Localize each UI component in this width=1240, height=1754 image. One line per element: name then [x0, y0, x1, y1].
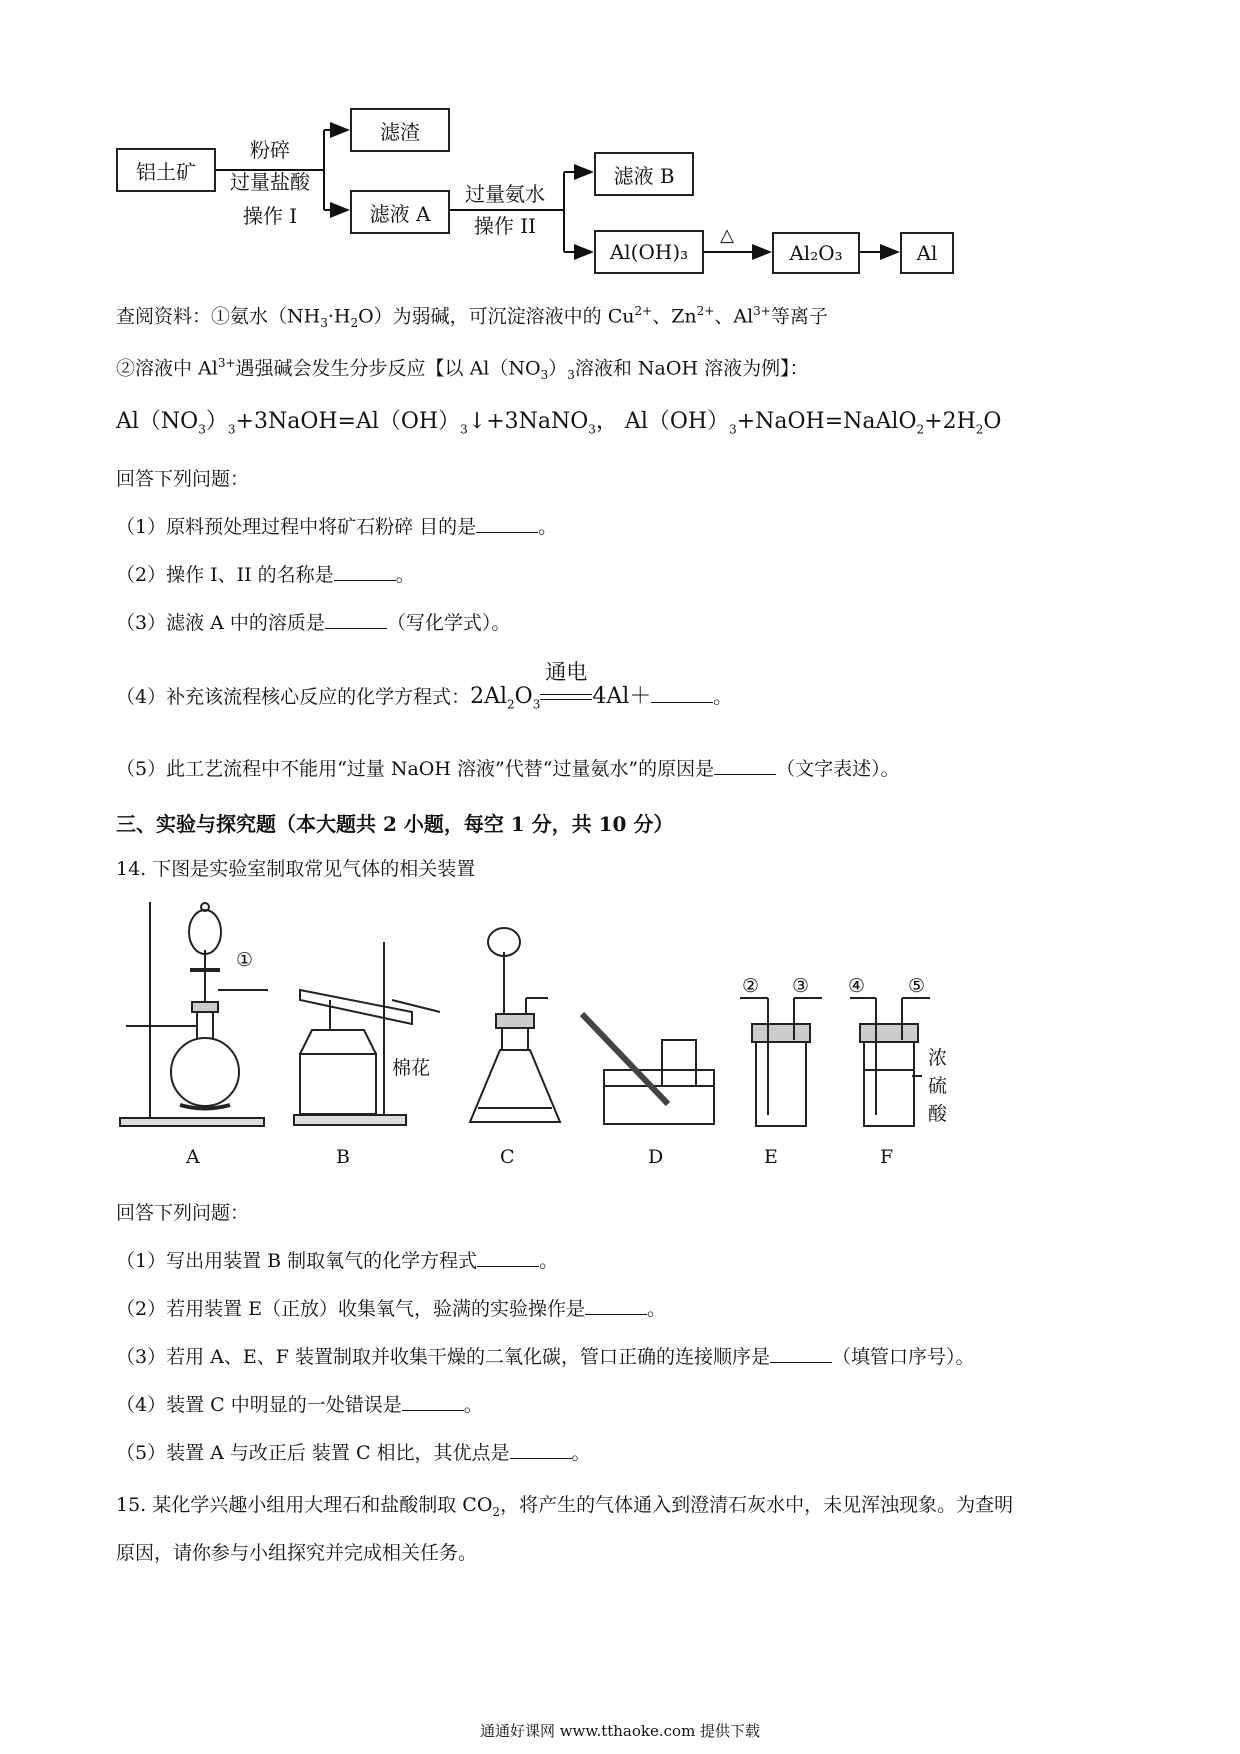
lab-apparatus-figure — [0, 890, 1240, 1140]
q13-question-3: （3）滤液 A 中的溶质是 （写化学式）。 — [116, 612, 511, 634]
answer-blank[interactable] — [770, 1344, 832, 1363]
q13-question-1: （1）原料预处理过程中将矿石粉碎 目的是 。 — [116, 516, 558, 538]
q15-line-2: 原因，请你参与小组探究并完成相关任务。 — [116, 1542, 478, 1564]
port-label-1: ① — [236, 949, 254, 971]
port-label-4: ④ — [848, 975, 866, 997]
answer-blank[interactable] — [476, 514, 538, 533]
q14-intro: 回答下列问题： — [116, 1202, 250, 1224]
electrolysis-condition: 通电 — [540, 685, 592, 711]
flow-box-residue: 滤渣 — [350, 108, 450, 152]
info-line-1: 查阅资料：①氨水$(NH_3\cdot H_2O)$为弱碱，可沉淀溶液中的 $Cu^{2+}$、$Zn^{2+}$、$Al^{3+}$等离子 — [116, 304, 828, 331]
apparatus-label-a: A — [186, 1146, 200, 1168]
flow-box-al2o3: Al₂O₃ — [772, 232, 860, 274]
q14-question-4: （4）装置 C 中明显的一处错误是 。 — [116, 1394, 483, 1416]
port-label-5: ⑤ — [908, 975, 926, 997]
flow-box-filtrate-b: 滤液 B — [594, 152, 694, 196]
flow-box-aloh3: Al(OH)₃ — [594, 230, 704, 274]
section-3-heading: 三、实验与探究题（本大题共 2 小题，每空 1 分，共 10 分） — [116, 812, 674, 836]
acid-label-2: 硫 — [928, 1075, 948, 1097]
flow-label-crush: 粉碎 — [250, 138, 290, 162]
port-label-2: ② — [742, 975, 760, 997]
apparatus-label-e: E — [764, 1146, 778, 1168]
acid-label-1: 浓 — [928, 1047, 948, 1069]
answer-blank[interactable] — [585, 1296, 647, 1315]
q14-question-5: （5）装置 A 与改正后 装置 C 相比，其优点是 。 — [116, 1442, 591, 1464]
q14-question-1: （1）写出用装置 B 制取氧气的化学方程式 。 — [116, 1250, 559, 1272]
answer-blank[interactable] — [325, 610, 387, 629]
flow-label-heat: △ — [720, 225, 734, 246]
q14-question-3: （3）若用 A、E、F 装置制取并收集干燥的二氧化碳，管口正确的连接顺序是 （填管口序号）。 — [116, 1346, 975, 1368]
flow-label-ammonia: 过量氨水 — [465, 182, 545, 206]
flow-label-hcl: 过量盐酸 — [230, 170, 310, 194]
apparatus-label-b: B — [336, 1146, 350, 1168]
cotton-label: 棉花 — [392, 1057, 431, 1079]
flow-box-al: Al — [900, 232, 954, 274]
flowchart-arrows — [0, 0, 1240, 300]
apparatus-label-d: D — [648, 1146, 664, 1168]
flow-label-op1: 操作 I — [242, 204, 298, 228]
answer-blank[interactable] — [477, 1248, 539, 1267]
q14-title: 14. 下图是实验室制取常见气体的相关装置 — [116, 858, 476, 880]
apparatus-label-c: C — [500, 1146, 515, 1168]
answer-blank[interactable] — [510, 1440, 572, 1459]
q14-question-2: （2）若用装置 E（正放）收集氧气，验满的实验操作是 。 — [116, 1298, 667, 1320]
apparatus-label-f: F — [880, 1146, 894, 1168]
answer-blank[interactable] — [714, 756, 776, 775]
flow-box-filtrate-a: 滤液 A — [350, 190, 450, 234]
answer-blank[interactable] — [402, 1392, 464, 1411]
reaction-equations: $Al(NO_3)_3+3NaOH=Al(OH)_3↓+3NaNO_3$， $Al(OH)_3+NaOH=NaAlO_2+2H_2O$ — [116, 409, 1002, 437]
port-label-3: ③ — [792, 975, 810, 997]
q13-question-2: （2）操作 I、II 的名称是 。 — [116, 564, 415, 586]
q13-question-5: （5）此工艺流程中不能用“过量 NaOH 溶液”代替“过量氨水”的原因是 （文字表述）。 — [116, 758, 900, 780]
flow-box-ore: 铝土矿 — [116, 148, 216, 192]
q15-line-1: 15. 某化学兴趣小组用大理石和盐酸制取 $CO_2$，将产生的气体通入到澄清石灰水中，未见浑浊现象。为查明 — [116, 1494, 1014, 1519]
page-footer: 通通好课网 www.tthaoke.com 提供下载 — [479, 1722, 761, 1740]
answer-blank[interactable] — [651, 684, 713, 703]
q13-intro: 回答下列问题： — [116, 468, 250, 490]
answer-blank[interactable] — [334, 562, 396, 581]
info-line-2: ②溶液中 $Al^{3+}$遇强碱会发生分步反应【以 $Al(NO_3)_3$溶液和 NaOH 溶液为例】： — [116, 356, 809, 383]
acid-label-3: 酸 — [928, 1103, 948, 1125]
q13-question-4: （4）补充该流程核心反应的化学方程式：$2Al_2O_3$ 通电 4Al＋ 。 — [116, 660, 733, 712]
flow-label-op2: 操作 II — [473, 214, 537, 238]
